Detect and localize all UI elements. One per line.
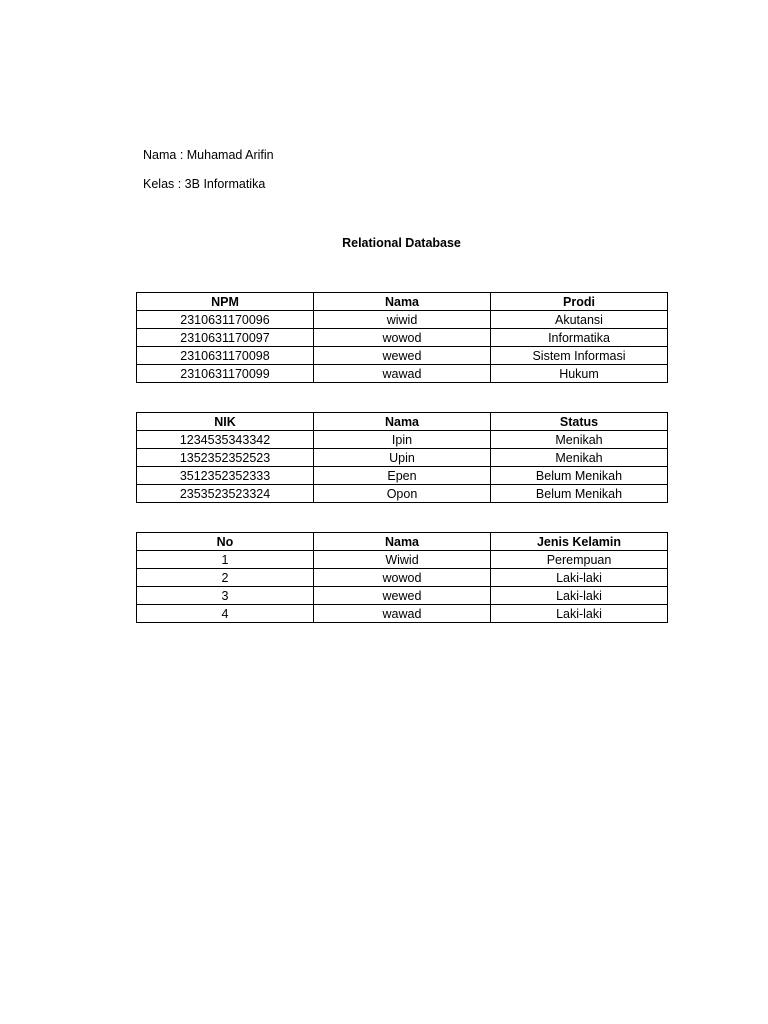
table-cell: Opon bbox=[314, 485, 491, 503]
table-row bbox=[137, 605, 668, 623]
table-cell: 3 bbox=[137, 587, 314, 605]
table-header-row bbox=[137, 293, 668, 311]
column-header: Nama bbox=[314, 413, 491, 431]
table-cell: 2 bbox=[137, 569, 314, 587]
table-header-row bbox=[137, 413, 668, 431]
table-cell: Hukum bbox=[491, 365, 668, 383]
table-row bbox=[137, 485, 668, 503]
table-cell: 4 bbox=[137, 605, 314, 623]
table-cell: wowod bbox=[314, 329, 491, 347]
table-cell: Perempuan bbox=[491, 551, 668, 569]
column-header: NPM bbox=[137, 293, 314, 311]
table-row bbox=[137, 587, 668, 605]
table-row bbox=[137, 311, 668, 329]
table-row bbox=[137, 467, 668, 485]
table-cell: Belum Menikah bbox=[491, 467, 668, 485]
student-name-line: Nama : Muhamad Arifin bbox=[143, 148, 274, 162]
table-cell: 1234535343342 bbox=[137, 431, 314, 449]
table-cell: 1 bbox=[137, 551, 314, 569]
table-row bbox=[137, 449, 668, 467]
table-cell: 2310631170098 bbox=[137, 347, 314, 365]
table-cell: 2310631170096 bbox=[137, 311, 314, 329]
table-cell: 2310631170099 bbox=[137, 365, 314, 383]
table-row bbox=[137, 551, 668, 569]
table-cell: Epen bbox=[314, 467, 491, 485]
table-penduduk bbox=[136, 412, 668, 503]
table-cell: Laki-laki bbox=[491, 605, 668, 623]
column-header: Nama bbox=[314, 293, 491, 311]
table-cell: wawad bbox=[314, 605, 491, 623]
table-cell: Belum Menikah bbox=[491, 485, 668, 503]
table-row bbox=[137, 365, 668, 383]
table-mahasiswa bbox=[136, 292, 668, 383]
table-cell: Wiwid bbox=[314, 551, 491, 569]
table-cell: Informatika bbox=[491, 329, 668, 347]
table-row bbox=[137, 347, 668, 365]
table-cell: wewed bbox=[314, 347, 491, 365]
table-cell: Menikah bbox=[491, 431, 668, 449]
table-cell: wawad bbox=[314, 365, 491, 383]
table-cell: wowod bbox=[314, 569, 491, 587]
table-cell: 3512352352333 bbox=[137, 467, 314, 485]
table-cell: Ipin bbox=[314, 431, 491, 449]
table-cell: 1352352352523 bbox=[137, 449, 314, 467]
column-header: Nama bbox=[314, 533, 491, 551]
table-jenis-kelamin bbox=[136, 532, 668, 623]
table-cell: Sistem Informasi bbox=[491, 347, 668, 365]
column-header: Status bbox=[491, 413, 668, 431]
table-header-row bbox=[137, 533, 668, 551]
table-cell: wiwid bbox=[314, 311, 491, 329]
table-cell: wewed bbox=[314, 587, 491, 605]
document-title: Relational Database bbox=[342, 236, 461, 250]
table-cell: Menikah bbox=[491, 449, 668, 467]
table-cell: 2353523523324 bbox=[137, 485, 314, 503]
table-cell: Laki-laki bbox=[491, 569, 668, 587]
table-row bbox=[137, 329, 668, 347]
table-cell: Akutansi bbox=[491, 311, 668, 329]
column-header: Jenis Kelamin bbox=[491, 533, 668, 551]
student-class-line: Kelas : 3B Informatika bbox=[143, 177, 266, 191]
table-cell: Laki-laki bbox=[491, 587, 668, 605]
column-header: No bbox=[137, 533, 314, 551]
table-row bbox=[137, 431, 668, 449]
column-header: Prodi bbox=[491, 293, 668, 311]
column-header: NIK bbox=[137, 413, 314, 431]
table-cell: 2310631170097 bbox=[137, 329, 314, 347]
table-row bbox=[137, 569, 668, 587]
table-cell: Upin bbox=[314, 449, 491, 467]
